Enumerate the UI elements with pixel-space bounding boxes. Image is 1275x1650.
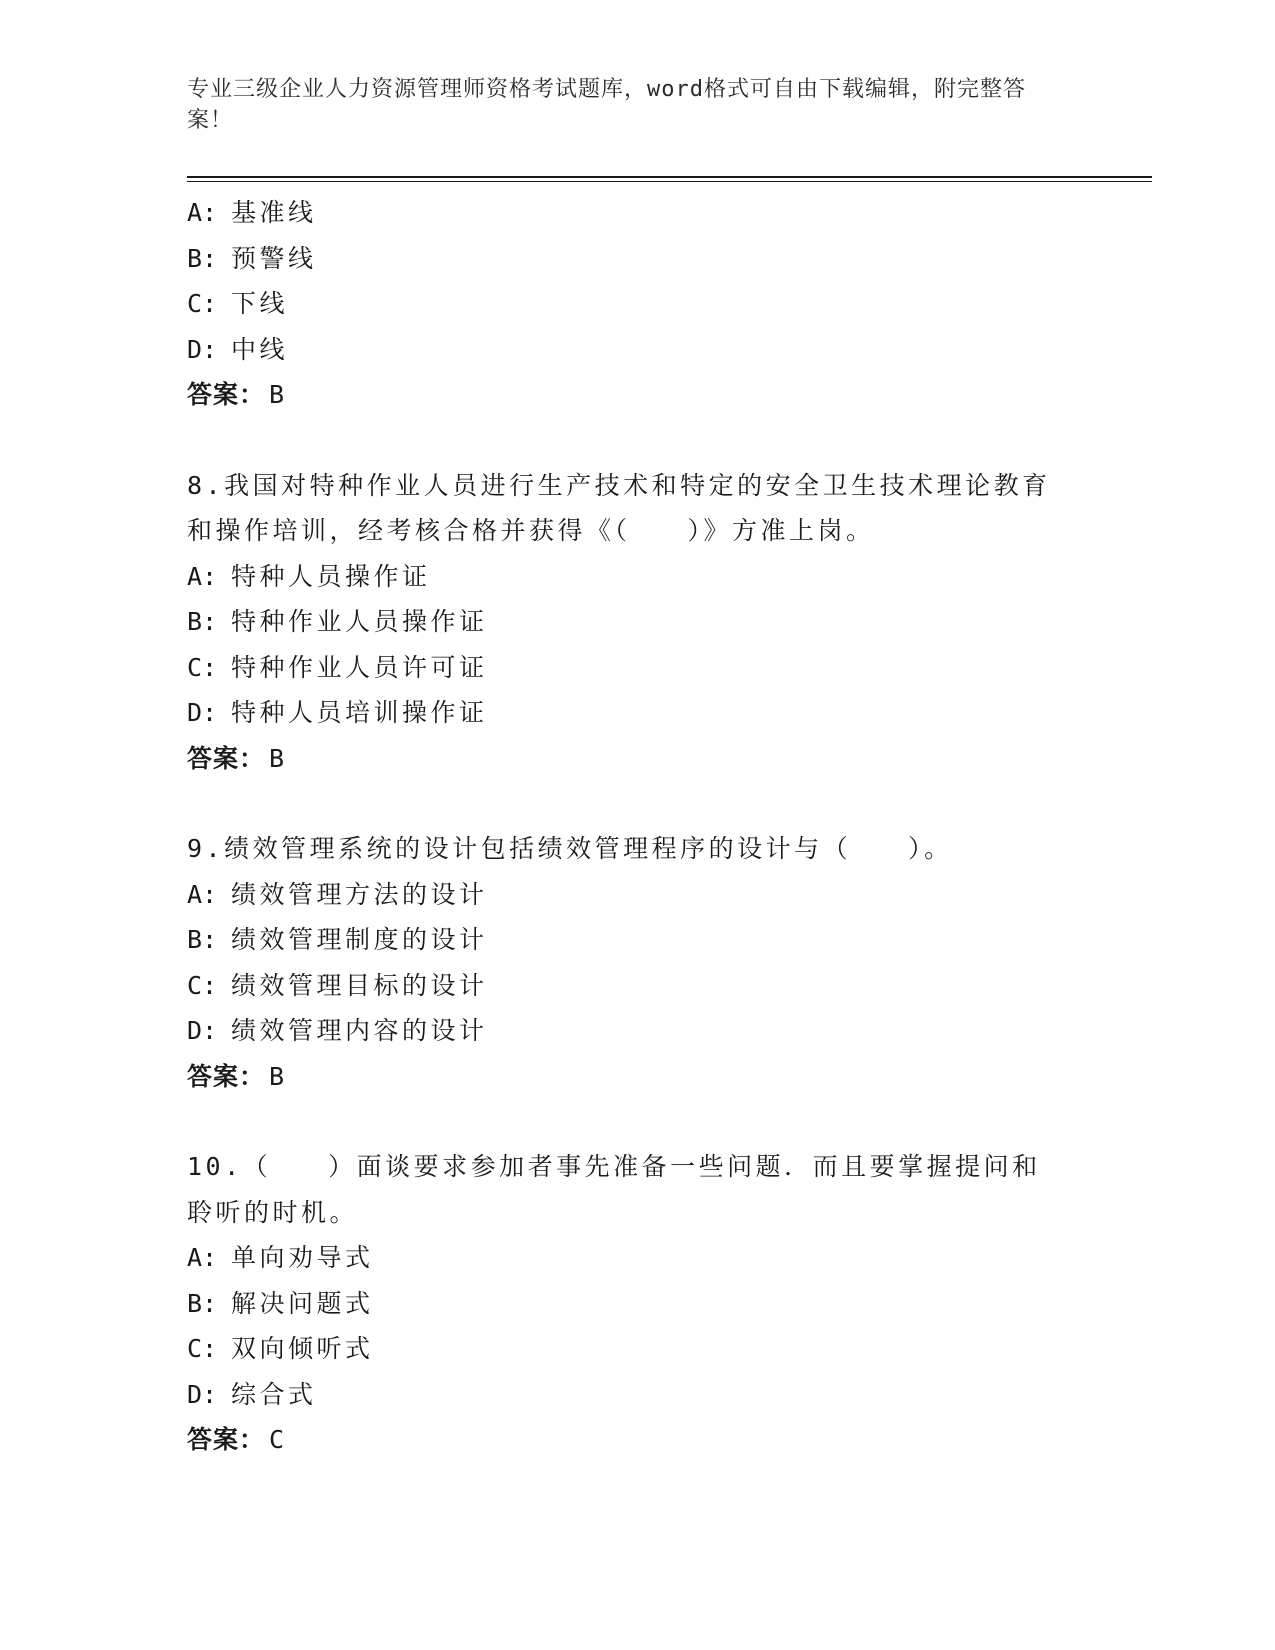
answer-line: 答案： C: [187, 1425, 286, 1454]
option-c: C: 绩效管理目标的设计: [187, 970, 488, 1000]
question-list: [187, 190, 1087, 1463]
option-c: C: 特种作业人员许可证: [187, 652, 488, 682]
answer-line: 答案： B: [187, 1061, 286, 1091]
option-d: D: 综合式: [187, 1379, 317, 1409]
question-10: [187, 1144, 1087, 1463]
option-d: D: 绩效管理内容的设计: [187, 1016, 488, 1045]
spacer: [187, 418, 1087, 463]
option-a: A: 单向劝导式: [187, 1243, 374, 1272]
option-a: A: 特种人员操作证: [187, 561, 431, 591]
option-d: D: 特种人员培训操作证: [187, 698, 488, 727]
document-header: 专业三级企业人力资源管理师资格考试题库，word格式可自由下载编辑，附完整答案！: [187, 77, 1026, 133]
spacer: [187, 781, 1087, 826]
header-rule-thick: [187, 176, 1152, 178]
option-b: B: 解决问题式: [187, 1288, 374, 1318]
option-a: A: 基准线: [187, 198, 317, 227]
question-stem: 10.（ ）面谈要求参加者事先准备一些问题．而且要掌握提问和聆听的时机。: [187, 1152, 1041, 1227]
option-c: C: 双向倾听式: [187, 1334, 374, 1363]
question-9: [187, 826, 1087, 1099]
option-a: A: 绩效管理方法的设计: [187, 879, 488, 909]
question-7: [187, 190, 1087, 418]
header-rule-thin: [187, 181, 1152, 182]
option-d: D: 中线: [187, 334, 289, 364]
option-c: C: 下线: [187, 289, 289, 318]
option-b: B: 预警线: [187, 243, 317, 273]
answer-line: 答案： B: [187, 380, 286, 409]
question-stem: 8.我国对特种作业人员进行生产技术和特定的安全卫生技术理论教育和操作培训，经考核合格并获得《（ ）》方准上岗。: [187, 470, 1051, 545]
option-b: B: 绩效管理制度的设计: [187, 925, 488, 954]
spacer: [187, 1099, 1087, 1144]
question-stem: 9.绩效管理系统的设计包括绩效管理程序的设计与（ ）。: [187, 834, 953, 863]
option-b: B: 特种作业人员操作证: [187, 607, 488, 636]
answer-line: 答案： B: [187, 743, 286, 773]
question-8: [187, 463, 1087, 782]
